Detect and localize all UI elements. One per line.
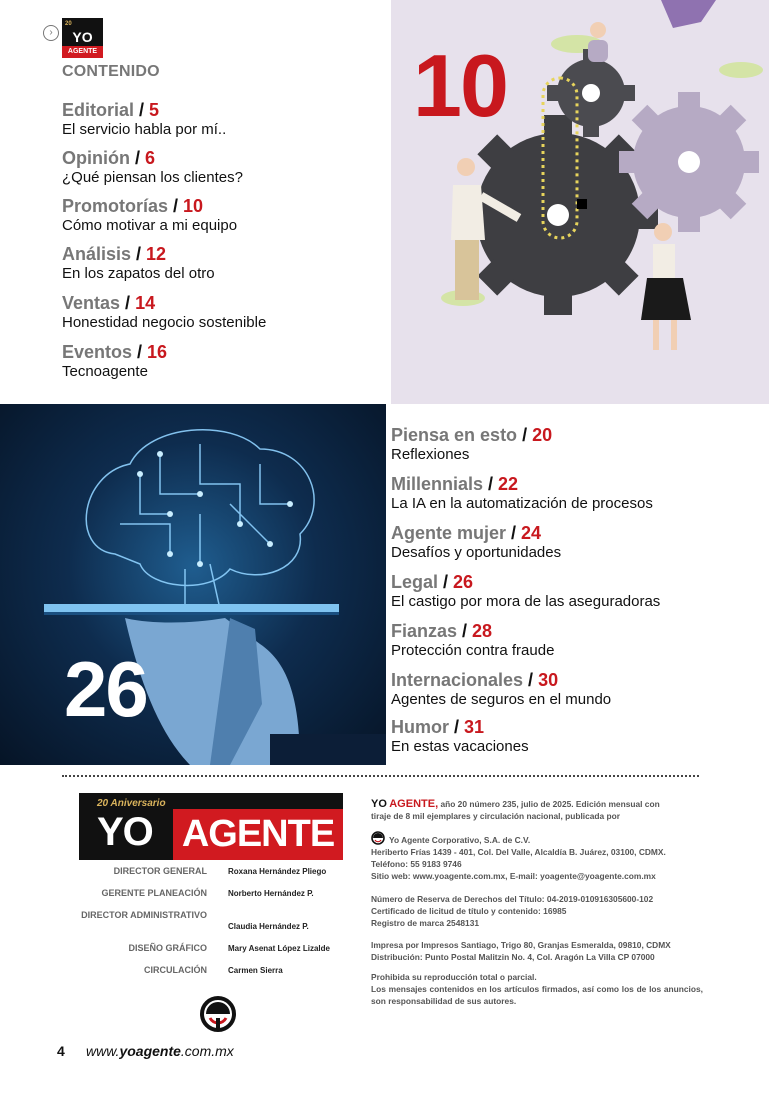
- toc-separator: /: [132, 342, 148, 362]
- toc-separator: /: [483, 474, 499, 494]
- next-arrow-icon[interactable]: ›: [43, 25, 59, 41]
- imprint-brand-yo: YO: [371, 798, 387, 810]
- toc-subtitle: Protección contra fraude: [391, 642, 555, 659]
- imprint-trademark: Registro de marca 2548131: [371, 918, 480, 928]
- toc-section: Promotorías: [62, 196, 169, 216]
- imprint-printing-block: [371, 939, 703, 963]
- toc-separator: /: [449, 717, 465, 737]
- toc-entry-ventas[interactable]: [62, 292, 266, 332]
- toc-page-number: 20: [532, 425, 553, 445]
- toc-section: Internacionales: [391, 670, 524, 690]
- toc-separator: /: [517, 425, 533, 445]
- staff-role: DIRECTOR GENERAL: [113, 866, 207, 876]
- toc-separator: /: [129, 148, 145, 168]
- url-brand: yoagente: [119, 1043, 181, 1059]
- toc-entry-piensa-en-esto[interactable]: [391, 424, 552, 464]
- illustration-number-bottom: 26: [64, 645, 147, 733]
- small-logo-anniversary: 20: [65, 21, 72, 27]
- toc-section: Humor: [391, 717, 449, 737]
- imprint-printing: Impresa por Impresos Santiago, Trigo 80, Granjas Esmeralda, 09810, CDMX: [371, 940, 671, 950]
- toc-page-number: 16: [147, 342, 168, 362]
- staff-name: Roxana Hernández Pliego: [228, 867, 327, 876]
- staff-role: DISEÑO GRÁFICO: [128, 943, 207, 953]
- toc-page-number: 10: [183, 196, 204, 216]
- toc-subtitle: En los zapatos del otro: [62, 265, 215, 282]
- staff-name: Carmen Sierra: [228, 966, 283, 975]
- yo-agente-emblem-icon: [200, 996, 236, 1032]
- toc-separator: /: [506, 523, 522, 543]
- toc-separator: /: [131, 244, 147, 264]
- toc-subtitle: Tecnoagente: [62, 363, 148, 380]
- toc-page-number: 31: [464, 717, 485, 737]
- url-suffix: .com.mx: [180, 1043, 234, 1059]
- imprint-brand-agente: AGENTE,: [389, 798, 439, 810]
- masthead-logo: [79, 793, 343, 860]
- small-logo-yo: YO: [72, 29, 93, 45]
- toc-subtitle: El castigo por mora de las aseguradoras: [391, 593, 661, 610]
- toc-page-number: 30: [538, 670, 559, 690]
- logo-agente: AGENTE: [173, 809, 343, 860]
- page-number: 4: [57, 1043, 65, 1059]
- toc-separator: /: [523, 670, 539, 690]
- toc-subtitle: Honestidad negocio sostenible: [62, 314, 267, 331]
- imprint-intro: [371, 798, 703, 822]
- toc-entry-agente-mujer[interactable]: [391, 522, 561, 562]
- toc-subtitle: La IA en la automatización de procesos: [391, 495, 653, 512]
- toc-separator: /: [120, 293, 136, 313]
- toc-section: Editorial: [62, 100, 135, 120]
- toc-page-number: 5: [149, 100, 160, 120]
- staff-role: GERENTE PLANEACIÓN: [101, 888, 207, 898]
- imprint-notice-block: [371, 971, 703, 1007]
- imprint-company-block: [371, 834, 703, 882]
- staff-name: Claudia Hernández P.: [228, 922, 309, 931]
- toc-section: Ventas: [62, 293, 121, 313]
- toc-entry-fianzas[interactable]: [391, 620, 554, 660]
- toc-entry-legal[interactable]: [391, 571, 660, 611]
- toc-subtitle: Agentes de seguros en el mundo: [391, 691, 612, 708]
- imprint-rights: Número de Reserva de Derechos del Título: 04-2019-010916305600-102: [371, 894, 654, 904]
- toc-separator: /: [134, 100, 150, 120]
- staff-role: CIRCULACIÓN: [144, 965, 207, 975]
- toc-section: Fianzas: [391, 621, 458, 641]
- toc-section: Opinión: [62, 148, 130, 168]
- toc-section: Análisis: [62, 244, 132, 264]
- toc-page-number: 12: [146, 244, 167, 264]
- imprint-intro-line2: tiraje de 8 mil ejemplares y circulación nacional, publicada por: [371, 811, 621, 821]
- toc-subtitle: Desafíos y oportunidades: [391, 544, 562, 561]
- toc-page-number: 28: [472, 621, 493, 641]
- toc-section: Legal: [391, 572, 439, 592]
- imprint-prohibited: Prohibida su reproducción total o parcial.: [371, 972, 537, 982]
- website-link[interactable]: [86, 1043, 234, 1059]
- toc-page-number: 26: [453, 572, 474, 592]
- toc-entry-humor[interactable]: [391, 716, 529, 756]
- ai-brain-hand-illustration: [0, 404, 386, 765]
- toc-separator: /: [168, 196, 184, 216]
- toc-subtitle: Reflexiones: [391, 446, 470, 463]
- gears-teamwork-illustration: [391, 0, 769, 404]
- toc-entry-millennials[interactable]: [391, 473, 653, 513]
- toc-entry-internacionales[interactable]: [391, 669, 611, 709]
- imprint-disclaimer: Los mensajes contenidos en los artículos firmados, así como los de los anuncios, son responsabilidad de sus autores.: [371, 984, 703, 1006]
- staff-name: Norberto Hernández P.: [228, 889, 314, 898]
- staff-name: Mary Asenat López Lizalde: [228, 944, 330, 953]
- imprint-web: Sitio web: www.yoagente.com.mx, E-mail: yoagente@yoagente.com.mx: [371, 871, 656, 881]
- small-logo: [62, 18, 103, 58]
- dotted-divider: [62, 775, 699, 777]
- toc-section: Millennials: [391, 474, 484, 494]
- toc-entry-promotorias[interactable]: [62, 195, 237, 235]
- imprint-distribution: Distribución: Punto Postal Malitzin No. 4, Col. Aragón La Villa CP 07000: [371, 952, 655, 962]
- toc-subtitle: En estas vacaciones: [391, 738, 529, 755]
- toc-section: Agente mujer: [391, 523, 507, 543]
- toc-section: Eventos: [62, 342, 133, 362]
- illustration-number-top: 10: [413, 36, 507, 135]
- toc-entry-analisis[interactable]: [62, 243, 215, 283]
- imprint-intro-text: año 20 número 235, julio de 2025. Edición mensual con: [438, 799, 660, 809]
- toc-subtitle: El servicio habla por mí..: [62, 121, 227, 138]
- logo-yo: YO: [97, 810, 153, 854]
- imprint-certificate: Certificado de licitud de título y contenido: 16985: [371, 906, 567, 916]
- toc-page-number: 22: [498, 474, 519, 494]
- imprint-address: Heriberto Frías 1439 - 401, Col. Del Valle, Alcaldía B. Juárez, 03100, CDMX.: [371, 847, 666, 857]
- toc-page-number: 6: [145, 148, 156, 168]
- toc-page-number: 24: [521, 523, 542, 543]
- imprint-phone: Teléfono: 55 9183 9746: [371, 859, 462, 869]
- toc-subtitle: ¿Qué piensan los clientes?: [62, 169, 243, 186]
- logo-anniversary: 20 Aniversario: [97, 798, 166, 809]
- toc-separator: /: [438, 572, 454, 592]
- toc-separator: /: [457, 621, 473, 641]
- toc-section: Piensa en esto: [391, 425, 518, 445]
- toc-entry-eventos[interactable]: [62, 341, 167, 381]
- imprint-registration-block: [371, 893, 703, 929]
- toc-entry-opinion[interactable]: [62, 147, 243, 187]
- url-prefix: www.: [86, 1043, 120, 1059]
- contents-title: CONTENIDO: [62, 63, 160, 80]
- small-logo-agente: AGENTE: [62, 46, 103, 58]
- toc-entry-editorial[interactable]: [62, 99, 226, 139]
- staff-role: DIRECTOR ADMINISTRATIVO: [81, 910, 207, 920]
- toc-page-number: 14: [135, 293, 156, 313]
- toc-subtitle: Cómo motivar a mi equipo: [62, 217, 238, 234]
- imprint-company: Yo Agente Corporativo, S.A. de C.V.: [389, 835, 531, 845]
